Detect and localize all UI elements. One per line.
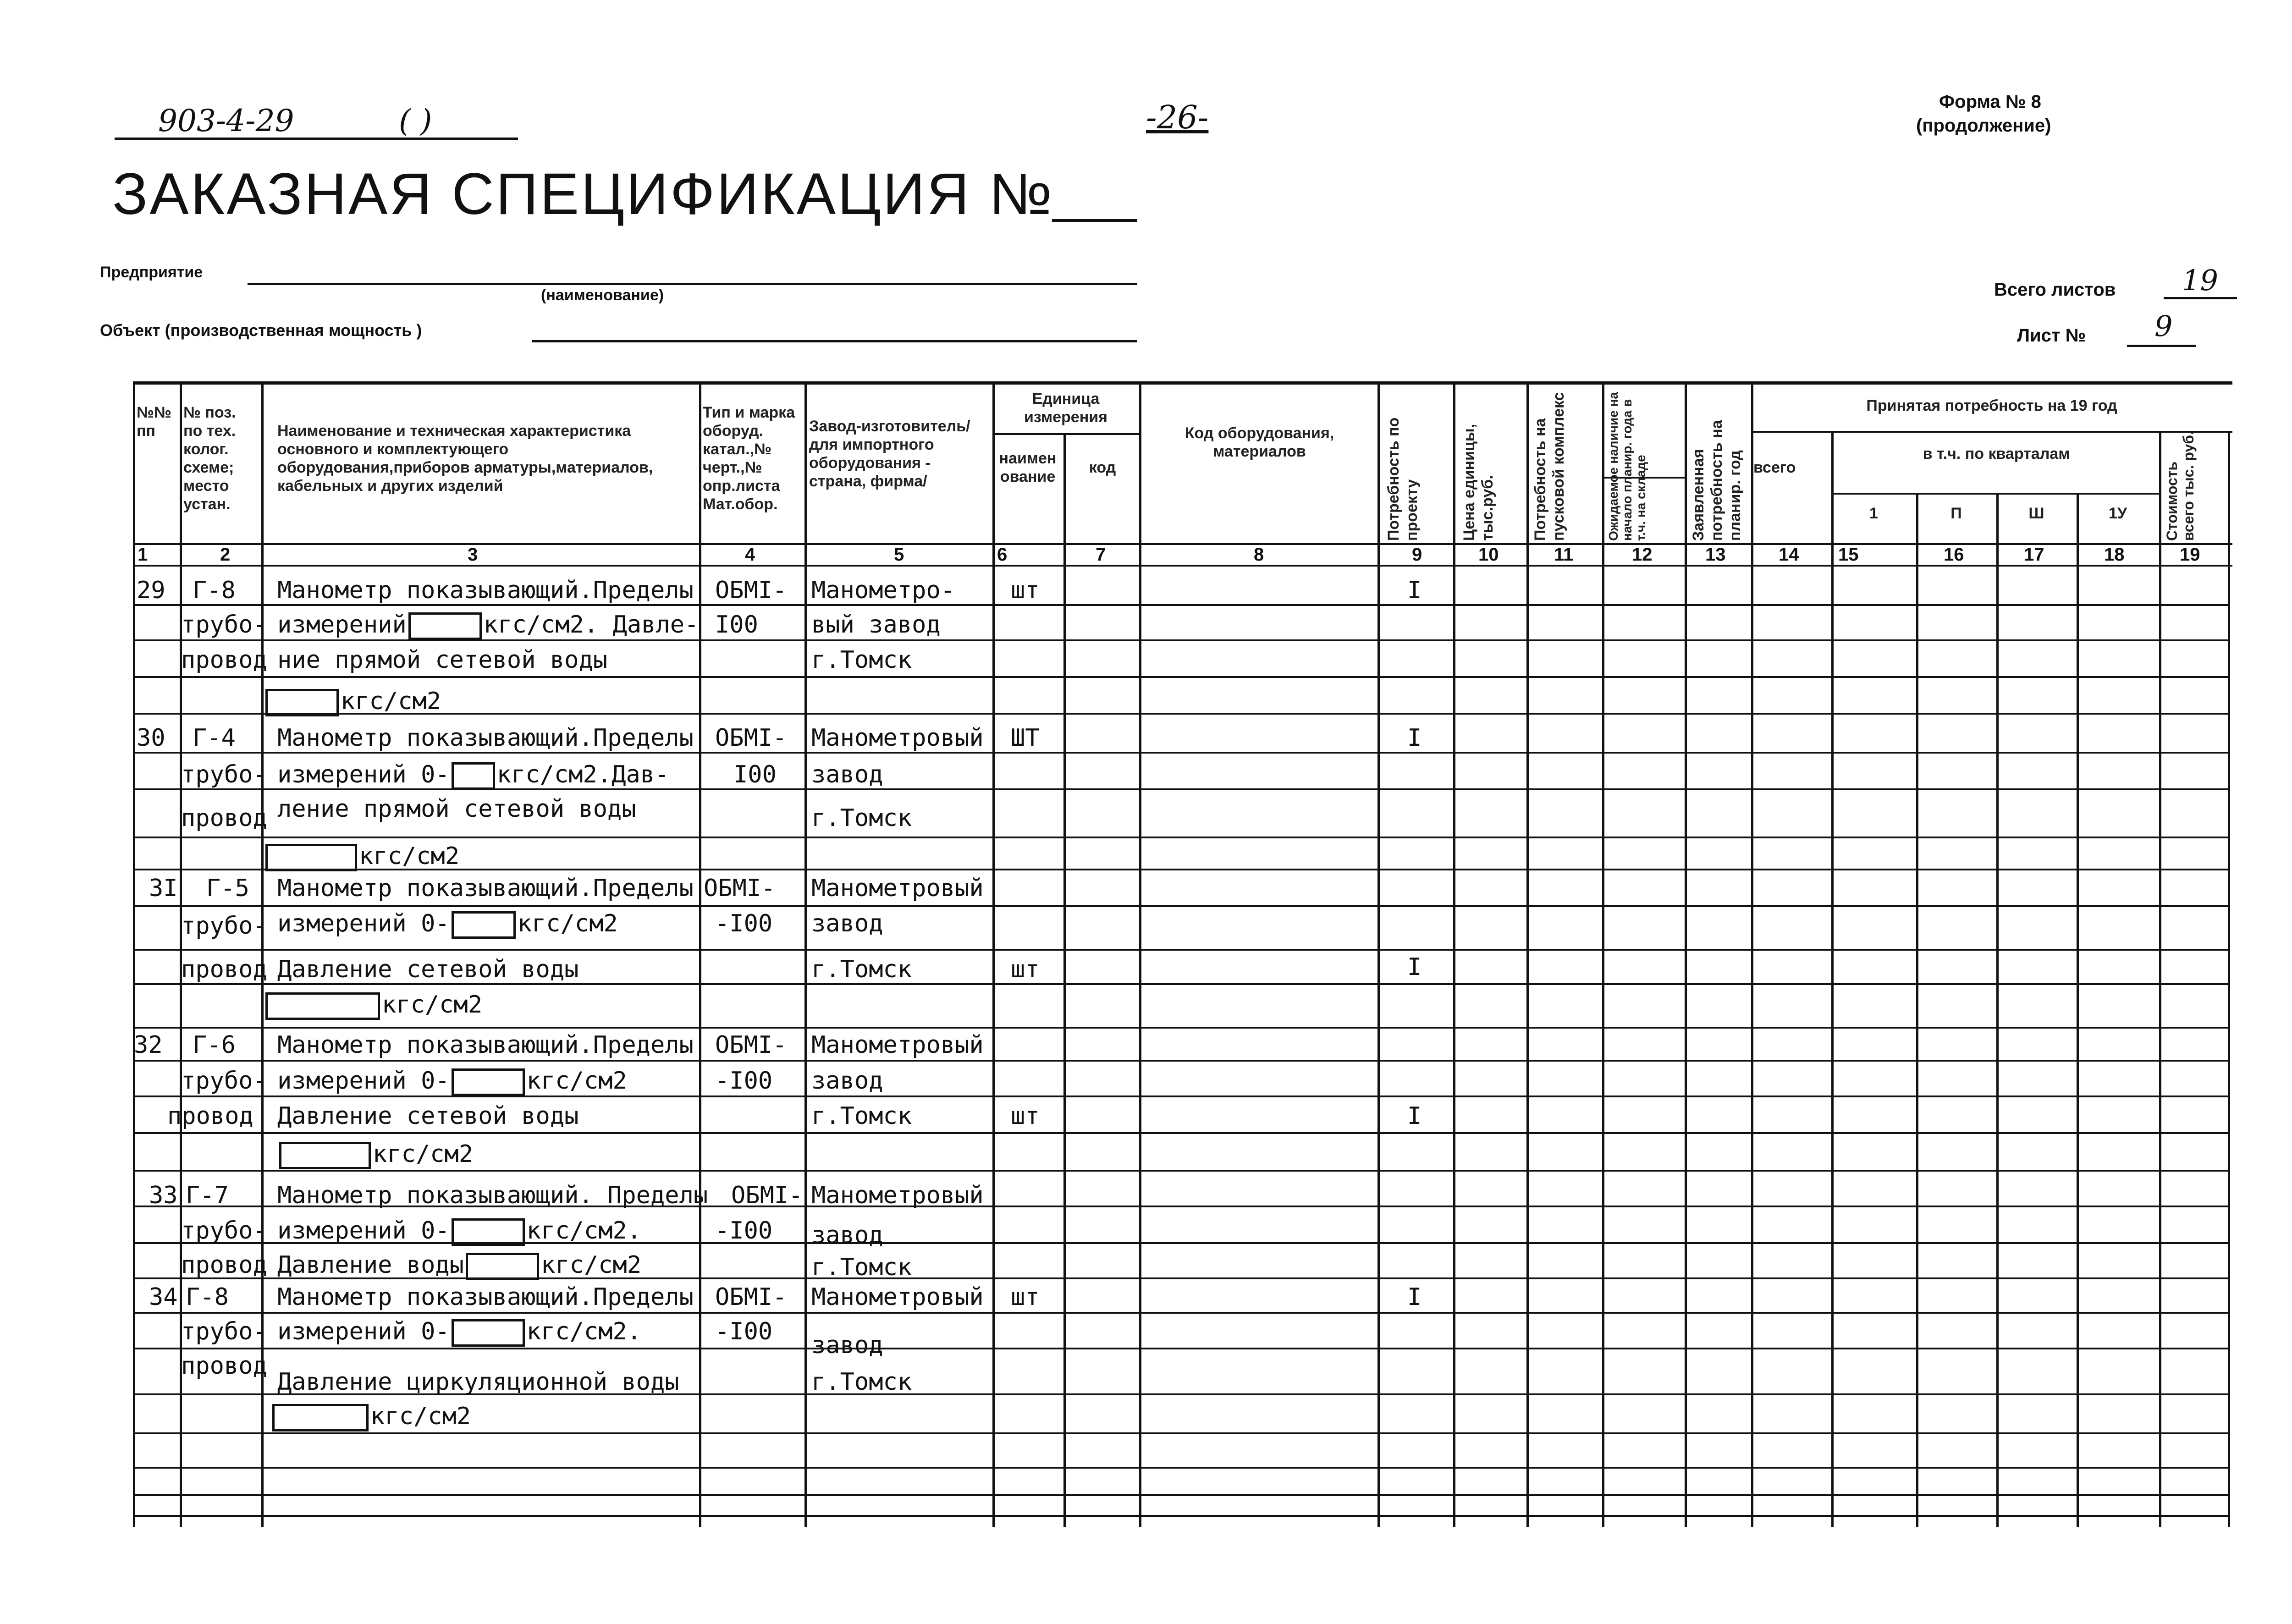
row-maker: Манометровый: [811, 1182, 984, 1209]
row-maker: завод: [811, 1067, 883, 1095]
col-19-header: Стоимость всего тыс. руб.: [2164, 431, 2197, 541]
row-name-part: кгс/см2: [373, 1140, 474, 1168]
colnum-11: 11: [1554, 545, 1574, 565]
row-separator: [133, 949, 2230, 951]
row-separator: [133, 1515, 2230, 1517]
colnum-9: 9: [1412, 545, 1422, 565]
row-name: [277, 910, 618, 939]
row-maker: завод: [811, 1222, 883, 1249]
vline-12: [1685, 381, 1687, 1527]
vline-14: [1831, 431, 1834, 1527]
colnum-1: 1: [138, 545, 148, 565]
form-label: Форма № 8: [1939, 92, 2041, 112]
row-type: -I00: [715, 1067, 773, 1095]
vline-13: [1751, 381, 1753, 1527]
naming-label: (наименование): [541, 286, 664, 304]
blank-box: [452, 1319, 525, 1347]
colnum-4: 4: [745, 545, 755, 565]
colnum-5: 5: [894, 545, 904, 565]
row-separator: [133, 604, 2230, 606]
total-sheets-line: [2164, 297, 2237, 299]
row-maker: г.Томск: [811, 1102, 912, 1130]
row-position: трубо-: [181, 611, 267, 639]
row-name-part: кгс/см2.: [526, 1217, 642, 1244]
row-name: [264, 688, 441, 716]
row-name: ние прямой сетевой воды: [277, 646, 608, 674]
row-separator: [133, 676, 2230, 678]
page-title: ЗАКАЗНАЯ СПЕЦИФИКАЦИЯ №: [112, 161, 1054, 227]
col-8-header: Код оборудования, материалов: [1185, 424, 1334, 460]
row-position: трубо-: [181, 1318, 267, 1345]
blank-box: [452, 1218, 525, 1246]
col-15-header: 1: [1869, 505, 1878, 522]
blank-box: [466, 1253, 539, 1280]
row-unit: шт: [1011, 1283, 1040, 1311]
row-maker: завод: [811, 761, 883, 788]
row-name-part: измерений 0-: [277, 910, 450, 937]
row-name: Манометр показывающий. Пределы: [277, 1182, 708, 1209]
row-position: Г-7: [186, 1182, 229, 1209]
total-sheets-value: 19: [2182, 264, 2218, 297]
row-maker: г.Томск: [811, 1368, 912, 1396]
row-type: ОБМI-: [715, 1283, 787, 1311]
col-4-header: Тип и марка оборуд. катал.,№ черт.,№ опр.листа Мат.обор.: [703, 404, 795, 513]
doc-code-paren: ( ): [399, 103, 432, 138]
vline-15: [1916, 493, 1918, 1527]
row-maker: г.Томск: [811, 1254, 912, 1281]
vline-17: [2077, 493, 2079, 1527]
row-separator: [133, 1432, 2230, 1434]
vline-18: [2159, 431, 2161, 1527]
row-unit: шт: [1011, 577, 1040, 604]
sheet-label: Лист №: [2017, 325, 2086, 346]
row-need: I: [1407, 953, 1422, 981]
colnum-7: 7: [1096, 545, 1106, 565]
row-name: [264, 991, 482, 1020]
colnum-6: 6: [997, 545, 1008, 565]
row-type: ОБМI-: [715, 724, 787, 752]
col-12-header: Ожидаемое наличие на начало планир. года в т.ч. на складе: [1606, 392, 1648, 541]
row-name-part: измерений 0-: [277, 1318, 450, 1345]
colnum-19: 19: [2180, 545, 2200, 565]
row-name: [277, 611, 699, 640]
blank-box: [265, 689, 339, 716]
doc-code-text: 903-4-29: [158, 103, 294, 138]
col-1-header: №№ пп: [137, 404, 171, 440]
row-need: I: [1407, 724, 1422, 752]
row-number: 34: [149, 1283, 178, 1311]
colnum-17: 17: [2024, 545, 2044, 565]
col-7-header: код: [1089, 459, 1116, 476]
row-maker: г.Томск: [811, 804, 912, 832]
colnum-14: 14: [1779, 545, 1799, 565]
vline-3: [699, 381, 701, 1527]
row-type: ОБМI-: [715, 577, 787, 604]
row-maker: завод: [811, 1332, 883, 1359]
row-maker: завод: [811, 910, 883, 937]
row-position: Г-5: [206, 875, 249, 902]
row-maker: Манометро-: [811, 577, 955, 604]
row-separator: [133, 1170, 2230, 1172]
colnum-12: 12: [1632, 545, 1653, 565]
row-type: I00: [733, 761, 777, 788]
col-67-header: Единица измерения: [1024, 390, 1107, 426]
vline-8: [1377, 381, 1380, 1527]
row-position: провод: [181, 1251, 267, 1279]
row-position: трубо-: [181, 912, 267, 940]
blank-box: [452, 911, 516, 939]
row-need: I: [1407, 1102, 1422, 1130]
row-maker: Манометровый: [811, 724, 984, 752]
colnum-10: 10: [1478, 545, 1499, 565]
row-name-part: кгс/см2: [341, 688, 441, 715]
col-14-header: всего: [1753, 459, 1796, 476]
row-unit: шт: [1011, 1102, 1040, 1130]
col-17-header: Ш: [2028, 505, 2044, 522]
colnum-16: 16: [1944, 545, 1964, 565]
vline-right: [2228, 431, 2230, 1527]
vline-left: [133, 381, 135, 1527]
blank-box: [265, 844, 357, 871]
row-name-part: кгс/см2: [370, 1403, 471, 1430]
colnum-18: 18: [2104, 545, 2125, 565]
row-position: провод: [181, 1352, 267, 1380]
vline-9: [1453, 381, 1455, 1527]
row-separator: [133, 1060, 2230, 1062]
row-name: [277, 1140, 473, 1169]
sheet-value: 9: [2154, 309, 2173, 343]
col-2-header: № поз. по тех. колог. схеме; место устан.: [183, 404, 236, 513]
row-type: ОБМI-: [731, 1182, 803, 1209]
row-separator: [133, 1312, 2230, 1314]
row-position: Г-4: [193, 724, 236, 752]
row-maker: Манометровый: [811, 1283, 984, 1311]
title-number-line: [1052, 219, 1137, 222]
row-separator: [133, 983, 2230, 985]
row-separator: [133, 1348, 2230, 1349]
table-top-border: [133, 381, 2232, 385]
row-name: [270, 1403, 471, 1431]
quarters-subheader-line: [1831, 493, 2159, 495]
col-3-header: Наименование и техническая характеристика основного и комплектующего оборудования,приборов арматуры,материалов, кабельных и других изделий: [277, 422, 653, 495]
row-type: -I00: [715, 1318, 773, 1345]
sheet-line: [2127, 345, 2196, 347]
row-name-part: измерений 0-: [277, 1217, 450, 1244]
row-maker: вый завод: [811, 611, 941, 639]
blank-box: [272, 1404, 369, 1431]
row-name-part: измерений 0-: [277, 1067, 450, 1095]
vline-10: [1526, 381, 1529, 1527]
col-10-header: Цена единицы, тыс.руб.: [1460, 424, 1496, 541]
row-name-part: кгс/см2: [541, 1251, 642, 1279]
vline-6: [1063, 433, 1066, 1527]
vline-4: [804, 381, 807, 1527]
row-position: Г-6: [193, 1031, 236, 1059]
page-number: -26-: [1146, 99, 1209, 136]
col-13-header: Заявленная потребность на планир. год: [1690, 420, 1744, 541]
row-name: Манометр показывающий.Пределы: [277, 875, 694, 902]
row-unit: ШТ: [1011, 724, 1040, 752]
unit-subheader-line: [992, 433, 1139, 435]
row-name-part: измерений: [277, 611, 407, 639]
row-maker: г.Томск: [811, 956, 912, 983]
enterprise-line: [248, 283, 1137, 285]
row-name: [277, 1251, 641, 1280]
row-name-part: измерений 0-: [277, 761, 450, 788]
col-11-header: Потребность на пусковой комплекс: [1532, 392, 1567, 541]
row-need: I: [1407, 1283, 1422, 1311]
col-18-header: 1У: [2108, 505, 2127, 522]
row-type: ОБМI-: [715, 1031, 787, 1059]
row-name: [277, 1318, 641, 1347]
row-position: Г-8: [193, 577, 236, 604]
row-separator: [133, 752, 2230, 754]
blank-box: [279, 1142, 371, 1169]
row-name-part: кгс/см2: [359, 842, 460, 870]
row-position: провод: [181, 646, 267, 674]
row-number: 29: [137, 577, 165, 604]
row-name: [277, 761, 669, 790]
row-name-part: кгс/см2.: [526, 1318, 642, 1345]
row-maker: Манометровый: [811, 875, 984, 902]
row-position: трубо-: [181, 1217, 267, 1244]
row-position: провод: [181, 804, 267, 832]
col-16-header: П: [1950, 505, 1962, 522]
row-number: 3I: [149, 875, 178, 902]
row-name: Манометр показывающий.Пределы: [277, 724, 694, 752]
col-6-header: наименование: [999, 450, 1057, 485]
row-position: трубо-: [181, 1067, 267, 1095]
row-need: I: [1407, 577, 1422, 604]
row-number: 33: [149, 1182, 178, 1209]
row-position: провод: [167, 1102, 253, 1130]
row-name-part: кгс/см2: [526, 1067, 627, 1095]
row-name-part: кгс/см2: [517, 910, 618, 937]
row-name: Манометр показывающий.Пределы: [277, 1283, 694, 1311]
row-name: Давление сетевой воды: [277, 1102, 579, 1130]
row-name: Манометр показывающий.Пределы: [277, 577, 694, 604]
row-position: Г-8: [186, 1283, 229, 1311]
colnum-13: 13: [1705, 545, 1726, 565]
row-name-part: кгс/см2.Дав-: [496, 761, 669, 788]
row-number: 30: [137, 724, 165, 752]
row-type: -I00: [715, 1217, 773, 1244]
row-name: [277, 1217, 641, 1246]
vline-11: [1602, 381, 1604, 1527]
row-name: Давление циркуляционной воды: [277, 1368, 679, 1396]
vline-5: [992, 381, 995, 1527]
vline-7: [1139, 381, 1141, 1527]
row-separator: [133, 837, 2230, 838]
row-separator: [133, 1494, 2230, 1496]
row-separator: [133, 713, 2230, 715]
blank-box: [408, 612, 482, 640]
colnum-2: 2: [220, 545, 231, 565]
row-name: Манометр показывающий.Пределы: [277, 1031, 694, 1059]
doc-code-underline: [115, 138, 518, 140]
row-type: ОБМI-: [704, 875, 776, 902]
object-line: [532, 340, 1137, 342]
doc-code: [158, 103, 294, 138]
vline-16: [1996, 493, 1999, 1527]
row-position: трубо-: [181, 761, 267, 788]
quarters-header: в т.ч. по кварталам: [1923, 445, 2070, 462]
total-sheets-label: Всего листов: [1994, 280, 2116, 300]
col-5-header: Завод-изготовитель/для импортного оборудования - страна, фирма/: [809, 418, 970, 490]
row-separator: [133, 1132, 2230, 1134]
blank-box: [452, 1068, 525, 1096]
form-sub: (продолжение): [1916, 116, 2051, 136]
row-maker: г.Томск: [811, 646, 912, 674]
row-name-part: кгс/см2: [382, 991, 483, 1018]
row-name: [264, 842, 459, 871]
row-position: провод: [181, 956, 267, 983]
row-separator: [133, 1027, 2230, 1029]
col-9-header: Потребность по проекту: [1385, 417, 1421, 541]
row-number: 32: [134, 1031, 163, 1059]
blank-box: [265, 992, 380, 1020]
colnum-15: 15: [1838, 545, 1859, 565]
row-maker: Манометровый: [811, 1031, 984, 1059]
object-label: Объект (производственная мощность ): [100, 321, 422, 340]
row-type: I00: [715, 611, 758, 639]
row-name: Давление сетевой воды: [277, 956, 579, 983]
colnum-3: 3: [468, 545, 478, 565]
row-name-part: Давление воды: [277, 1251, 464, 1279]
row-name: [277, 1067, 627, 1096]
row-name: ление прямой сетевой воды: [277, 795, 636, 823]
row-type: -I00: [715, 910, 773, 937]
row-separator: [133, 905, 2230, 907]
accepted-header: Принятая потребность на 19 год: [1866, 397, 2117, 414]
row-name-part: кгс/см2. Давле-: [483, 611, 699, 639]
enterprise-label: Предприятие: [100, 264, 203, 281]
colnum-8: 8: [1254, 545, 1264, 565]
row-unit: шт: [1011, 956, 1040, 983]
blank-box: [452, 762, 495, 790]
row-separator: [133, 1467, 2230, 1469]
